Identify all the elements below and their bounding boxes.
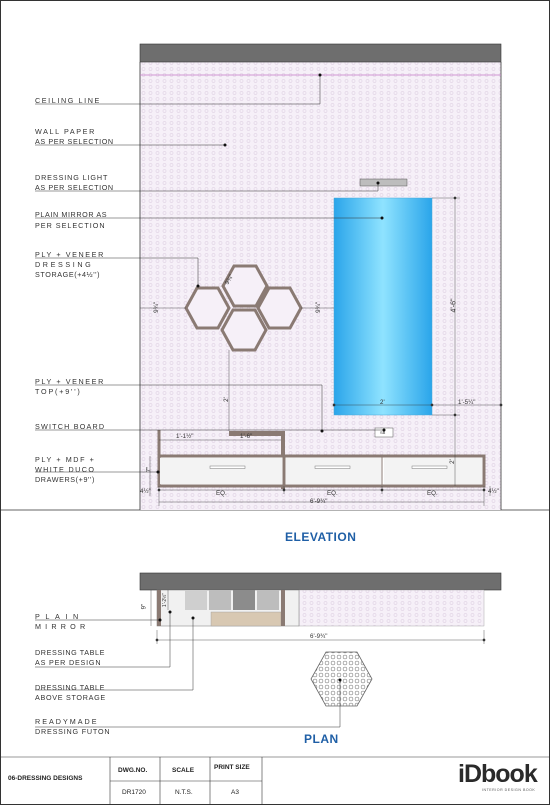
dim-hex-right: 9¾" (314, 302, 322, 313)
dressing-futon (311, 652, 372, 706)
label-ply-veneer-2: DRESSING (35, 260, 94, 269)
drawing-name: 06-DRESSING DESIGNS (8, 775, 83, 782)
label-dressing-light-sub: AS PER SELECTION (35, 183, 114, 192)
dim-hex-to-top: 2' (222, 397, 230, 402)
label-dressing-light: DRESSING LIGHT (35, 173, 109, 182)
dim-base-left: 4½" (140, 488, 151, 495)
dim-eq-1: EQ. (216, 490, 227, 497)
label-futon: READYMADE (35, 717, 99, 726)
logo-main: iDbook (458, 760, 537, 788)
dim-plan-top-depth: 1'-2½" (162, 592, 169, 608)
scale-value: N.T.S. (175, 789, 193, 796)
dim-plan-depth: 9" (140, 603, 148, 610)
dim-mirror-width: 2' (380, 399, 385, 406)
elevation-title: ELEVATION (285, 530, 357, 544)
hexagon-bottom (222, 310, 266, 350)
dim-top-width: 1'-6" (240, 433, 253, 440)
print-size-value: A3 (231, 789, 239, 796)
plan-wall (140, 573, 501, 590)
label-plan-mirror-2: MIRROR (35, 622, 90, 631)
dim-mirror-right: 1'-5¼" (458, 399, 476, 406)
elevation-drawing (35, 44, 502, 510)
table-top (229, 431, 281, 436)
label-plan-mirror: PLAIN (35, 612, 84, 621)
label-drawers-3: DRAWERS(+9'') (35, 475, 95, 484)
plan-wallpaper (299, 590, 484, 626)
dim-total-height: 2' (448, 459, 456, 464)
label-plain-mirror: PLAIN MIRROR AS (35, 210, 108, 219)
dwg-no-value: DR1720 (122, 789, 146, 796)
label-ply-veneer-3: STORAGE(+4½'') (35, 270, 101, 279)
label-table-design-2: AS PER DESIGN (35, 658, 102, 667)
plan-title: PLAN (304, 732, 339, 746)
ceiling-band (140, 44, 501, 62)
label-drawers: PLY + MDF + (35, 455, 96, 464)
brand-logo (458, 760, 544, 800)
label-futon-2: DRESSING FUTON (35, 727, 111, 736)
hexagon-left (186, 288, 229, 328)
label-ply-veneer: PLY + VENEER (35, 250, 105, 259)
label-plain-mirror-sub: PER SELECTION (35, 221, 106, 230)
dim-top-left: 1'-1½" (176, 433, 194, 440)
dim-base-right: 4½" (488, 488, 499, 495)
plain-mirror (334, 198, 432, 415)
dim-eq-2: EQ. (327, 490, 338, 497)
label-switch-board: SWITCH BOARD (35, 422, 106, 431)
scale-label: SCALE (172, 767, 195, 774)
label-wall-paper-sub: AS PER SELECTION (35, 137, 114, 146)
switch-board-text: SB (380, 430, 386, 435)
hexagon-right (258, 288, 301, 328)
dim-total-width: 6'-9¾" (310, 498, 328, 505)
label-wall-paper: WALL PAPER (35, 127, 96, 136)
dim-plan-total-width: 6'-9¾" (310, 633, 328, 640)
dim-hex-left: 9¾" (152, 302, 160, 313)
label-table-storage: DRESSING TABLE (35, 683, 106, 692)
label-table-storage-2: ABOVE STORAGE (35, 693, 106, 702)
dim-drawer-height: 7" (145, 466, 153, 473)
dressing-light (360, 179, 407, 186)
dim-eq-3: EQ. (427, 490, 438, 497)
print-size-label: PRINT SIZE (214, 764, 250, 771)
label-ply-top-2: TOP(+9'') (35, 387, 82, 396)
dim-hex-top: 9¾" (223, 273, 236, 286)
label-ply-top: PLY + VENEER (35, 377, 105, 386)
dwg-no-label: DWG.NO. (118, 767, 148, 774)
wallpaper-area (140, 62, 501, 510)
label-table-design: DRESSING TABLE (35, 648, 106, 657)
dim-mirror-height: 4'-6" (450, 298, 458, 313)
label-ceiling-line: CEILING LINE (35, 96, 101, 105)
plan-storage (211, 612, 281, 626)
logo-sub: INTERIOR DESIGN BOOK (482, 788, 536, 792)
label-drawers-2: WHITE DUCO (35, 465, 96, 474)
